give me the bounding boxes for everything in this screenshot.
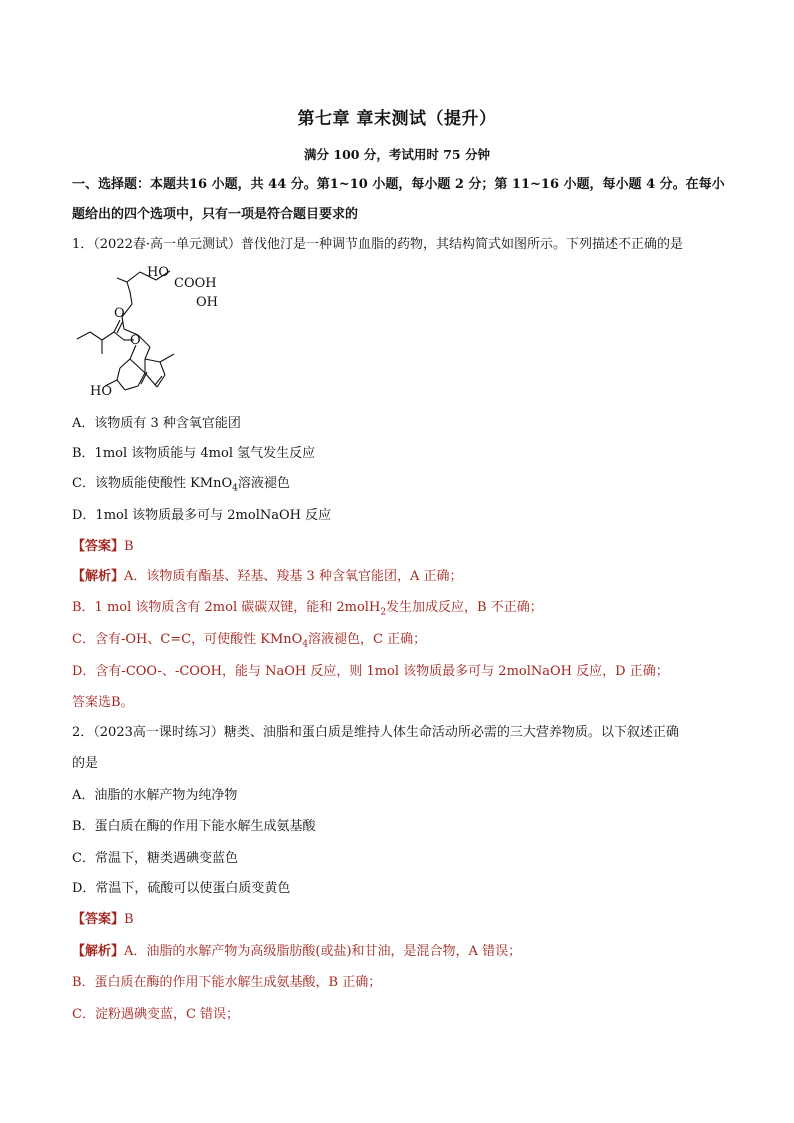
page-subtitle: 满分 100 分，考试用时 75 分钟 [304,147,490,162]
q2-answer-tag: 【答案】 [72,912,125,927]
q1-option-c-subscript: 4 [232,483,238,494]
q1-answer-tag: 【答案】 [72,539,125,554]
structure-label-carbonyl-o: O [114,306,125,321]
pravastatin-structure [70,262,260,412]
q1-analysis-b-text: B．1 mol 该物质含有 2mol 碳碳双键，能和 2molH [72,600,381,615]
section-header-line-2: 题给出的四个选项中，只有一项是符合题目要求的 [72,207,359,222]
q1-analysis-b [72,598,732,623]
structure-label-ho-top: HO [147,265,169,280]
q1-option-b: B．1mol 该物质能与 4mol 氢气发生反应 [72,446,316,461]
q1-option-d: D．1mol 该物质最多可与 2molNaOH 反应 [72,508,332,523]
q1-conclusion: 答案选B。 [72,695,134,710]
q1-option-c-suffix: 溶液褪色 [237,476,290,491]
q2-option-c: C．常温下，糖类遇碘变蓝色 [72,851,238,866]
q1-stem: 1．（2022春·高一单元测试）普伐他汀是一种调节血脂的药物，其结构简式如图所示。下列描述不正确的是 [72,237,683,252]
q2-option-b: B．蛋白质在酶的作用下能水解生成氨基酸 [72,819,316,834]
structure-label-ho-bottom: HO [90,384,112,399]
q2-analysis-tag: 【解析】 [72,944,125,959]
q2-stem-line-2: 的是 [72,756,99,771]
q1-analysis-b-suffix: 发生加成反应，B 不正确； [386,600,543,615]
q2-analysis-b: B．蛋白质在酶的作用下能水解生成氨基酸，B 正确； [72,975,382,990]
q1-analysis-tag: 【解析】 [72,569,125,584]
structure-label-cooh: COOH [174,276,217,291]
q1-analysis-c-text: C．含有-OH、C=C，可使酸性 KMnO [72,632,303,647]
q1-option-c-text: C．该物质能使酸性 KMnO [72,476,233,491]
q1-analysis-c-subscript: 4 [302,639,309,650]
q1-analysis-b-subscript: 2 [380,607,387,618]
q2-option-a: A．油脂的水解产物为纯净物 [72,788,238,803]
q1-option-a: A．该物质有 3 种含氧官能团 [72,416,241,431]
q1-answer [72,537,732,557]
structure-label-ring-o: O [130,333,141,348]
q1-option-c [72,474,732,499]
q1-analysis-a-text: A．该物质有酯基、羟基、羧基 3 种含氧官能团，A 正确； [124,569,463,584]
structure-diagram [70,262,260,412]
q2-option-d: D．常温下，硫酸可以使蛋白质变黄色 [72,881,291,896]
q1-analysis-d: D．含有-COO-、-COOH，能与 NaOH 反应，则 1mol 该物质最多可与 2molNaOH 反应，D 正确； [72,664,669,679]
section-header-line-1: 一、选择题：本题共16 小题，共 44 分。第1~10 小题，每小题 2 分；第 11~16 小题，每小题 4 分。在每小 [72,177,725,192]
q2-analysis-c: C．淀粉遇碘变蓝，C 错误； [72,1007,240,1022]
q2-answer [72,910,732,930]
q1-analysis-a [72,567,732,587]
q1-analysis-c-suffix: 溶液褪色，C 正确； [308,632,427,647]
q2-stem-line-1: 2．（2023高一课时练习）糖类、油脂和蛋白质是维持人体生命活动所必需的三大营养物质。以下叙述正确 [72,725,679,740]
q2-analysis-a [72,942,732,962]
structure-label-oh-mid: OH [196,295,218,310]
q1-answer-value: B [124,539,134,554]
page-title: 第七章 章末测试（提升） [297,109,497,129]
q1-analysis-c [72,630,732,655]
q2-analysis-a-text: A．油脂的水解产物为高级脂肪酸(或盐)和甘油，是混合物，A 错误； [124,944,522,959]
q2-answer-value: B [124,912,134,927]
